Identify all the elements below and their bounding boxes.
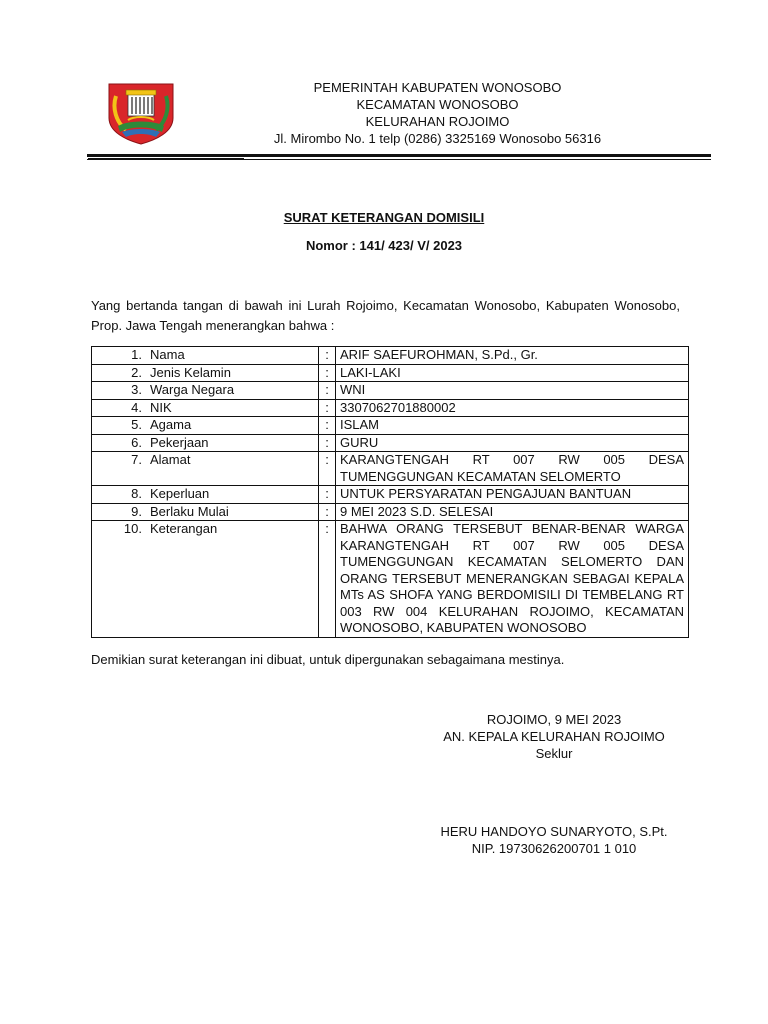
row-value: 9 MEI 2023 S.D. SELESAI — [336, 503, 689, 521]
row-label: Keperluan — [150, 486, 210, 501]
wonosobo-emblem-icon — [106, 82, 176, 146]
row-label-cell — [92, 364, 319, 382]
row-label: Nama — [150, 347, 185, 362]
row-value: KARANGTENGAH RT 007 RW 005 DESA TUMENGGUNGAN KECAMATAN SELOMERTO — [336, 452, 689, 486]
table-row — [92, 503, 689, 521]
row-label-cell — [92, 382, 319, 400]
letterhead-line-2: KECAMATAN WONOSOBO — [356, 97, 519, 112]
row-value: UNTUK PERSYARATAN PENGAJUAN BANTUAN — [336, 486, 689, 504]
row-separator: : — [319, 382, 336, 400]
signature-place-date: ROJOIMO, 9 MEI 2023 — [486, 712, 622, 727]
table-row — [92, 364, 689, 382]
letterhead — [240, 79, 635, 147]
row-separator: : — [319, 417, 336, 435]
row-number: 7. — [131, 452, 142, 467]
row-separator: : — [319, 347, 336, 365]
row-value: ISLAM — [336, 417, 689, 435]
row-separator: : — [319, 364, 336, 382]
row-separator: : — [319, 452, 336, 486]
table-row — [92, 399, 689, 417]
row-label: Keterangan — [150, 521, 218, 536]
table-row — [92, 521, 689, 638]
row-number: 9. — [131, 503, 142, 519]
row-label: Alamat — [150, 452, 191, 467]
row-number: 10. — [123, 521, 142, 536]
row-number: 3. — [131, 382, 142, 397]
signature-role: Seklur — [535, 746, 573, 761]
row-separator: : — [319, 486, 336, 504]
table-row — [92, 382, 689, 400]
letterhead-divider-thin — [87, 159, 711, 160]
letterhead-line-1: PEMERINTAH KABUPATEN WONOSOBO — [313, 80, 562, 95]
signatory-nip: NIP. 19730626200701 1 010 — [471, 841, 637, 856]
row-number: 6. — [131, 434, 142, 450]
row-separator: : — [319, 521, 336, 638]
document-title: SURAT KETERANGAN DOMISILI — [283, 210, 485, 225]
row-label: Pekerjaan — [150, 434, 209, 450]
letterhead-address: Jl. Mirombo No. 1 telp (0286) 3325169 Wonosobo 56316 — [273, 131, 602, 146]
row-value: ARIF SAEFUROHMAN, S.Pd., Gr. — [336, 347, 689, 365]
row-label-cell — [92, 434, 319, 452]
letterhead-line-3: KELURAHAN ROJOIMO — [365, 114, 510, 129]
row-value: 3307062701880002 — [336, 399, 689, 417]
row-number: 1. — [131, 347, 142, 362]
row-label-cell — [92, 399, 319, 417]
row-number: 4. — [131, 399, 142, 415]
row-label-cell — [92, 347, 319, 365]
row-label: Warga Negara — [150, 382, 235, 397]
letterhead-divider — [87, 154, 711, 157]
row-value: WNI — [336, 382, 689, 400]
row-separator: : — [319, 434, 336, 452]
row-label-cell — [92, 417, 319, 435]
row-separator: : — [319, 503, 336, 521]
signature-position: AN. KEPALA KELURAHAN ROJOIMO — [443, 729, 665, 744]
row-number: 2. — [131, 364, 142, 380]
table-row — [92, 452, 689, 486]
signatory — [430, 823, 678, 857]
table-row — [92, 486, 689, 504]
document-number: Nomor : 141/ 423/ V/ 2023 — [305, 238, 463, 253]
row-separator: : — [319, 399, 336, 417]
row-label-cell — [92, 521, 319, 638]
row-label: NIK — [150, 399, 172, 415]
table-row — [92, 417, 689, 435]
table-row — [92, 434, 689, 452]
intro-paragraph: Yang bertanda tangan di bawah ini Lurah Rojoimo, Kecamatan Wonosobo, Kabupaten Wonosobo, Prop. Jawa Tengah menerangkan bahwa : — [91, 298, 680, 333]
row-value: LAKI-LAKI — [336, 364, 689, 382]
row-label-cell — [92, 452, 319, 486]
row-value: BAHWA ORANG TERSEBUT BENAR-BENAR WARGA KARANGTENGAH RT 007 RW 005 DESA TUMENGGUNGAN KECAMATAN SELOMERTO DAN ORANG TERSEBUT MENERANGKAN SEBAGAI KEPALA MTs AS SHOFA YANG BERDOMISILI DI TEMBELANG RT 003 RW 004 KELURAHAN ROJOIMO, KECAMATAN WONOSOBO, KABUPATEN WONOSOBO — [336, 521, 689, 638]
row-label-cell — [92, 486, 319, 504]
row-number: 5. — [131, 417, 142, 432]
identity-table — [91, 346, 689, 638]
row-label-cell — [92, 503, 319, 521]
row-label: Jenis Kelamin — [150, 364, 231, 380]
row-number: 8. — [131, 486, 142, 501]
row-value: GURU — [336, 434, 689, 452]
signature-block — [430, 711, 678, 762]
row-label: Berlaku Mulai — [150, 503, 229, 519]
row-label: Agama — [150, 417, 192, 432]
closing-statement: Demikian surat keterangan ini dibuat, untuk dipergunakan sebagaimana mestinya. — [91, 652, 565, 667]
table-row — [92, 347, 689, 365]
signatory-name: HERU HANDOYO SUNARYOTO, S.Pt. — [440, 824, 668, 839]
